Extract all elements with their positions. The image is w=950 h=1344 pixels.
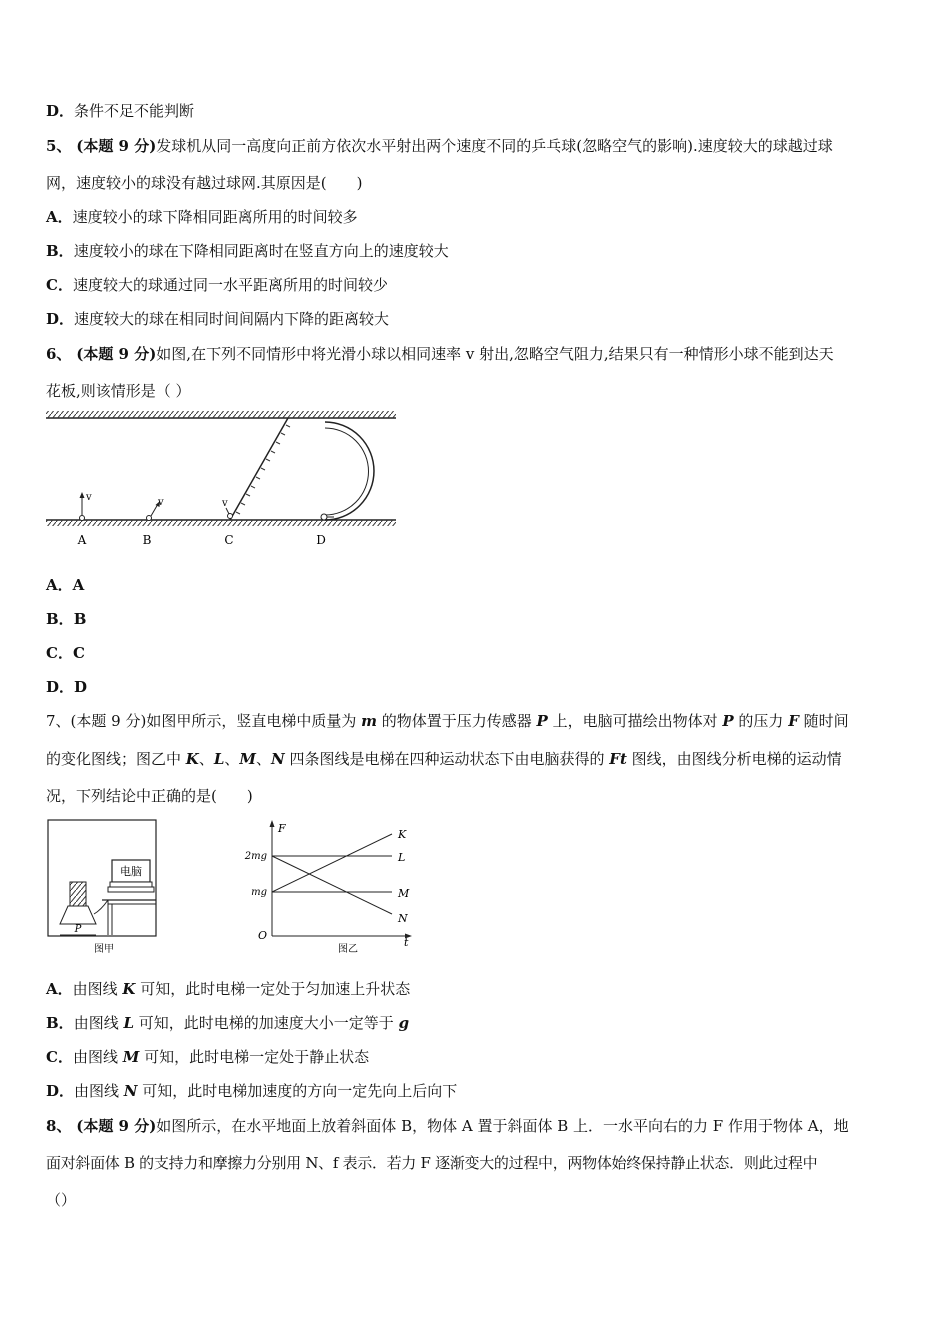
q4-option-d-text: 条件不足不能判断: [74, 102, 195, 120]
label-l: L: [398, 851, 406, 864]
q6-stem-line2: 花板,则该情形是（ ）: [46, 382, 191, 400]
q6-option-a: A．A: [46, 576, 85, 594]
incline-hatch: [236, 425, 290, 514]
q5-option-c: C．速度较大的球通过同一水平距离所用的时间较少: [46, 276, 388, 294]
ball-a: [80, 516, 85, 521]
q7-figure-yi: [244, 818, 414, 958]
label-k: K: [398, 828, 407, 841]
svg-text:v: v: [222, 498, 228, 509]
q5-stem-line1: 5、 (本题 9 分)发球机从同一高度向正前方依次水平射出两个速度不同的乒乓球(忽略空气的影响).速度较大的球越过球: [46, 137, 833, 155]
q7-score-tag: (本题 9 分): [70, 712, 147, 730]
label-b: B: [142, 533, 152, 547]
pressure-sensor: [60, 906, 96, 924]
computer-label: 电脑: [120, 865, 142, 878]
ground-hatch: [46, 520, 396, 526]
q6-option-d: D．D: [46, 678, 88, 696]
q5-option-b: B．速度较小的球在下降相同距离时在竖直方向上的速度较大: [46, 242, 449, 260]
q6-option-b: B．B: [46, 610, 87, 628]
q8-stem-line2: 面对斜面体 B 的支持力和摩擦力分别用 N、f 表示．若力 F 逐渐变大的过程中，两物体始终保持静止状态．则此过程中: [46, 1154, 818, 1172]
q7-option-c: C．由图线 M 可知，此时电梯一定处于静止状态: [46, 1048, 370, 1066]
incline: [230, 418, 288, 520]
semicircle-track-inner: [325, 428, 369, 515]
tick-2mg: 2mg: [244, 851, 267, 862]
q6-figure: [46, 408, 398, 550]
q6-stem-line1: 6、 (本题 9 分)如图,在下列不同情形中将光滑小球以相同速率 v 射出,忽略空气阻力,结果只有一种情形小球不能到达天: [46, 345, 834, 363]
q7-stem-line3: 况，下列结论中正确的是( ): [46, 787, 253, 805]
label-m: M: [398, 887, 410, 900]
ball-c: [228, 514, 233, 519]
velocity-arrow-b: [151, 504, 158, 516]
label-n: N: [398, 912, 408, 925]
label-c: C: [224, 533, 234, 547]
ceiling-hatch: [46, 411, 396, 418]
label-d: D: [316, 533, 326, 547]
svg-text:O: O: [258, 929, 268, 942]
q5-option-a: A．速度较小的球下降相同距离所用的时间较多: [46, 208, 358, 226]
svg-text:v: v: [86, 492, 92, 503]
fig-jia-caption: 图甲: [94, 944, 114, 955]
semicircle-track-outer: [325, 422, 374, 520]
fig-yi-caption: 图乙: [338, 944, 358, 955]
q5-score-tag: (本题 9 分): [76, 137, 157, 155]
q7-stem-line1: 7、(本题 9 分)如图甲所示，竖直电梯中质量为 m 的物体置于压力传感器 P 上，电脑可描绘出物体对 P 的压力 F 随时间: [46, 712, 849, 730]
q8-stem-line1: 8、 (本题 9 分)如图所示，在水平地面上放着斜面体 B，物体 A 置于斜面体 B 上．一水平向右的力 F 作用于物体 A，地: [46, 1117, 849, 1135]
q5-stem-line2: 网，速度较小的球没有越过球网.其原因是( ): [46, 174, 363, 192]
q7-option-b: B．由图线 L 可知，此时电梯的加速度大小一定等于 g: [46, 1014, 410, 1032]
svg-text:P: P: [74, 924, 82, 935]
object-block: [70, 882, 86, 906]
q7-stem-line2: 的变化图线；图乙中 K、L、M、N 四条图线是电梯在四种运动状态下由电脑获得的 Ft 图线，由图线分析电梯的运动情: [46, 750, 842, 768]
label-a: A: [77, 533, 87, 547]
q7-option-d: D．由图线 N 可知，此时电梯加速度的方向一定先向上后向下: [46, 1082, 458, 1100]
line-k: [272, 834, 392, 892]
svg-text:t: t: [404, 936, 409, 949]
tick-mg: mg: [251, 887, 267, 898]
q4-option-d: D．条件不足不能判断: [46, 102, 195, 120]
q8-stem-line3: （）: [46, 1191, 77, 1209]
line-n: [272, 856, 392, 914]
svg-text:v: v: [158, 497, 164, 508]
q7-figure-jia: [46, 818, 160, 958]
q5-option-d: D．速度较大的球在相同时间间隔内下降的距离较大: [46, 310, 390, 328]
q6-score-tag: (本题 9 分): [76, 345, 157, 363]
ball-d: [321, 514, 327, 520]
ball-b: [147, 516, 152, 521]
q7-option-a: A．由图线 K 可知，此时电梯一定处于匀加速上升状态: [46, 980, 411, 998]
q8-score-tag: (本题 9 分): [76, 1117, 157, 1135]
svg-text:F: F: [278, 822, 286, 835]
q6-option-c: C．C: [46, 644, 85, 662]
